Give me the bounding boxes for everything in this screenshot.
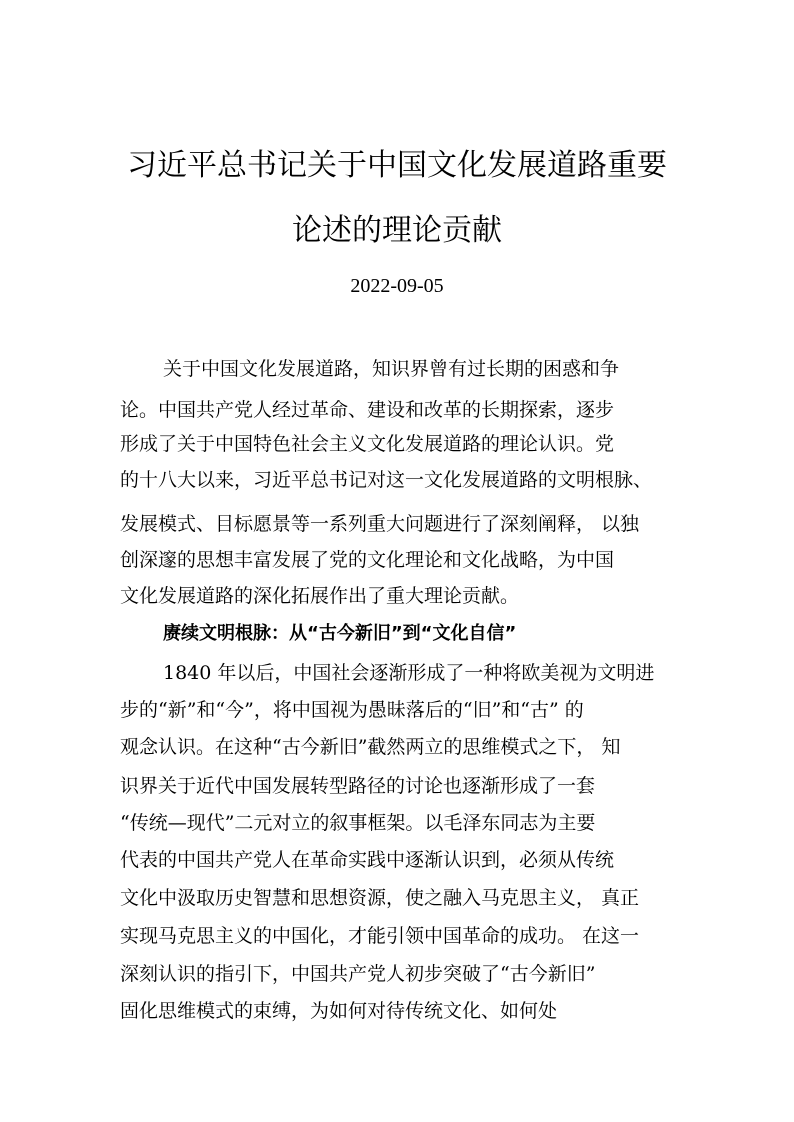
body-line: 步的“新”和“今”，将中国视为愚昧落后的“旧”和“古” 的	[120, 699, 584, 721]
body-line: 深刻认识的指引下，中国共产党人初步突破了“古今新旧”	[120, 963, 596, 985]
body-line: “传统—现代”二元对立的叙事框架。以毛泽东同志为主要	[120, 812, 596, 834]
body-line: 论。中国共产党人经过革命、建设和改革的长期探索，逐步	[120, 399, 615, 421]
article-title-line-2: 论述的理论贡献	[292, 213, 502, 248]
body-line: 文化中汲取历史智慧和思想资源，使之融入马克思主义， 真正	[120, 887, 640, 909]
body-line: 的十八大以来，习近平总书记对这一文化发展道路的文明根脉、	[120, 469, 653, 491]
body-line: 发展模式、目标愿景等一系列重大问题进行了深刻阐释， 以独	[120, 513, 640, 535]
article-date: 2022-09-05	[350, 275, 444, 297]
body-line: 代表的中国共产党人在革命实践中逐渐认识到，必须从传统	[120, 849, 615, 871]
body-line: 创深邃的思想丰富发展了党的文化理论和文化战略，为中国	[120, 549, 615, 571]
body-line: 形成了关于中国特色社会主义文化发展道路的理论认识。党	[120, 433, 615, 455]
body-line: 观念认识。在这种“古今新旧”截然两立的思维模式之下， 知	[120, 736, 621, 758]
body-line: 固化思维模式的束缚，为如何对待传统文化、如何处	[120, 1000, 558, 1022]
body-line: 实现马克思主义的中国化，才能引领中国革命的成功。 在这一	[120, 925, 640, 947]
body-line: 文化发展道路的深化拓展作出了重大理论贡献。	[120, 585, 520, 607]
body-line: 识界关于近代中国发展转型路径的讨论也逐渐形成了一套	[120, 775, 596, 797]
body-line: 1840 年以后，中国社会逐渐形成了一种将欧美视为文明进	[163, 662, 655, 684]
body-line: 关于中国文化发展道路，知识界曾有过长期的困惑和争	[163, 358, 620, 380]
section-heading: 赓续文明根脉：从“古今新旧”到“文化自信”	[163, 623, 517, 644]
article-title-line-1: 习近平总书记关于中国文化发展道路重要	[127, 148, 667, 183]
